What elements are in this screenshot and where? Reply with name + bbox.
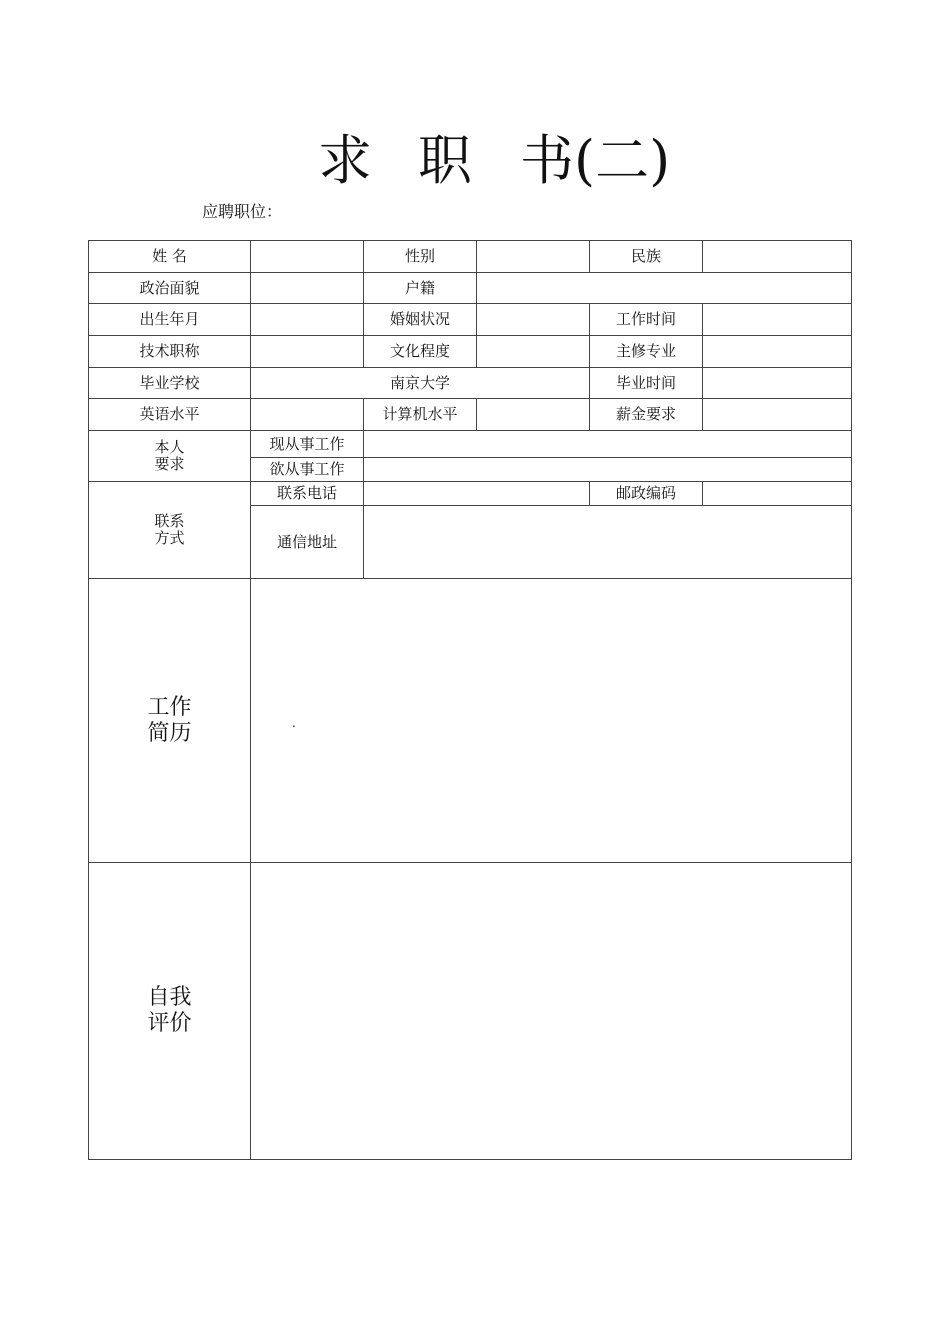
gradtime-label: 毕业时间 — [590, 368, 703, 399]
applied-position-label: 应聘职位： — [202, 202, 283, 221]
gradtime-field[interactable] — [703, 368, 851, 399]
major-field[interactable] — [703, 336, 851, 368]
current-job-label: 现从事工作 — [251, 431, 364, 458]
worktime-label: 工作时间 — [590, 304, 703, 336]
ethnicity-field[interactable] — [703, 241, 851, 273]
requirements-label-line-2: 要求 — [154, 455, 185, 473]
self-evaluation-field[interactable] — [251, 863, 851, 1159]
marital-field[interactable] — [477, 304, 590, 336]
desired-job-label: 欲从事工作 — [251, 458, 364, 482]
tech-title-label: 技术职称 — [89, 336, 251, 368]
contact-label-line-1: 联系 — [154, 512, 185, 530]
gender-field[interactable] — [477, 241, 590, 273]
salary-label: 薪金要求 — [590, 399, 703, 431]
english-field[interactable] — [251, 399, 364, 431]
address-field[interactable] — [364, 506, 851, 579]
political-field[interactable] — [251, 273, 364, 304]
birth-field[interactable] — [251, 304, 364, 336]
hukou-field[interactable] — [477, 273, 851, 304]
english-label: 英语水平 — [89, 399, 251, 431]
school-field[interactable]: 南京大学 — [251, 368, 590, 399]
postcode-field[interactable] — [703, 482, 851, 506]
work-resume-field[interactable] — [251, 579, 851, 863]
address-label: 通信地址 — [251, 506, 364, 579]
ethnicity-label: 民族 — [590, 241, 703, 273]
major-label: 主修专业 — [590, 336, 703, 368]
page-title — [0, 128, 950, 198]
job-application-form — [88, 240, 852, 1160]
self-evaluation-label-line-1: 自我 — [147, 985, 192, 1010]
contact-label — [89, 482, 251, 579]
resume-mark: . — [292, 716, 296, 730]
current-job-field[interactable] — [364, 431, 851, 458]
salary-field[interactable] — [703, 399, 851, 431]
postcode-label: 邮政编码 — [590, 482, 703, 506]
marital-label: 婚姻状况 — [364, 304, 477, 336]
worktime-field[interactable] — [703, 304, 851, 336]
phone-field[interactable] — [364, 482, 590, 506]
work-resume-label-line-2: 简历 — [147, 720, 192, 746]
education-field[interactable] — [477, 336, 590, 368]
title-char-3: 书(二) — [520, 129, 671, 192]
contact-label-line-2: 方式 — [154, 529, 185, 547]
birth-label: 出生年月 — [89, 304, 251, 336]
education-label: 文化程度 — [364, 336, 477, 368]
self-evaluation-label — [89, 863, 251, 1159]
computer-label: 计算机水平 — [364, 399, 477, 431]
work-resume-label — [89, 579, 251, 863]
title-char-1: 求 — [318, 129, 372, 192]
hukou-label: 户籍 — [364, 273, 477, 304]
name-field[interactable] — [251, 241, 364, 273]
computer-field[interactable] — [477, 399, 590, 431]
title-char-2: 职 — [418, 129, 472, 192]
work-resume-label-line-1: 工作 — [147, 694, 192, 720]
tech-title-field[interactable] — [251, 336, 364, 368]
school-label: 毕业学校 — [89, 368, 251, 399]
desired-job-field[interactable] — [364, 458, 851, 482]
name-label: 姓 名 — [89, 241, 251, 273]
requirements-label-line-1: 本人 — [154, 438, 185, 456]
requirements-label — [89, 431, 251, 482]
political-label: 政治面貌 — [89, 273, 251, 304]
self-evaluation-label-line-2: 评价 — [147, 1011, 192, 1036]
gender-label: 性别 — [364, 241, 477, 273]
phone-label: 联系电话 — [251, 482, 364, 506]
